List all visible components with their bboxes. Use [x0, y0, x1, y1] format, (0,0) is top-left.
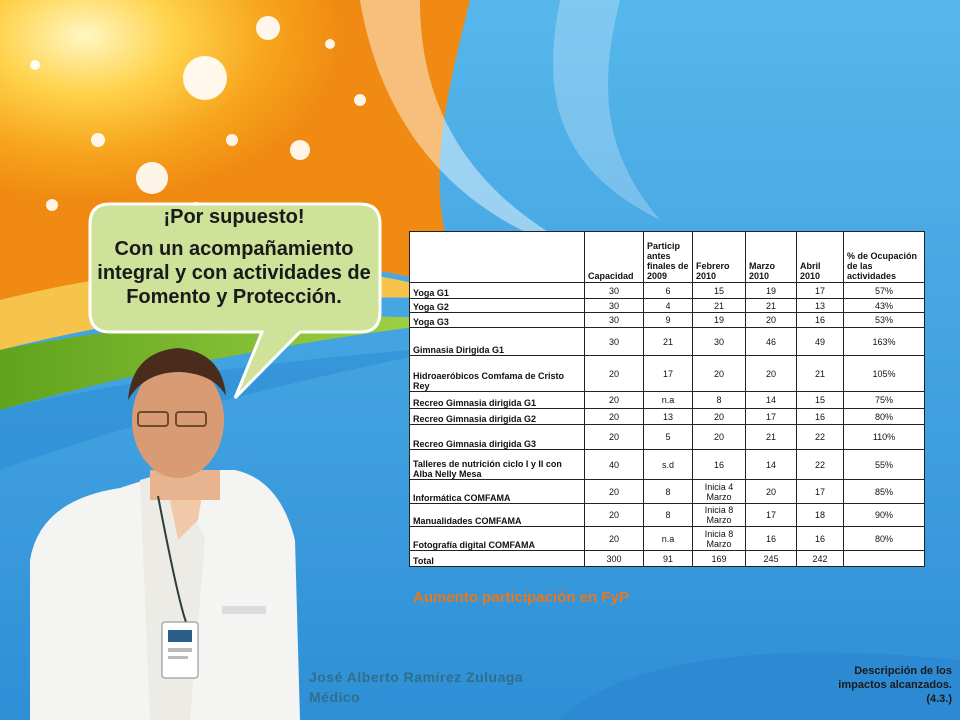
table-row	[410, 299, 925, 313]
table-cell: 30	[585, 328, 644, 356]
table-cell: 13	[644, 409, 693, 425]
table-cell: 16	[746, 527, 797, 551]
table-cell: 22	[797, 450, 844, 480]
table-cell-activity: Total	[410, 551, 585, 567]
table-cell: 80%	[844, 409, 925, 425]
table-cell: 85%	[844, 480, 925, 504]
table-cell: 20	[585, 425, 644, 450]
header-particip-2009: Particip antes finales de 2009	[644, 232, 693, 283]
table-cell: 9	[644, 313, 693, 328]
table-cell: 8	[644, 480, 693, 504]
table-cell: 17	[797, 480, 844, 504]
person-name: José Alberto Ramírez Zuluaga	[309, 669, 524, 685]
table-cell: 242	[797, 551, 844, 567]
table-cell: n.a	[644, 527, 693, 551]
table-row	[410, 313, 925, 328]
table-cell: 16	[797, 527, 844, 551]
table-cell: 15	[797, 392, 844, 409]
table-cell: 30	[693, 328, 746, 356]
table-cell: 169	[693, 551, 746, 567]
table-cell-activity: Recreo Gimnasia dirigida G3	[410, 425, 585, 450]
table-cell: 14	[746, 450, 797, 480]
table-cell: 46	[746, 328, 797, 356]
table-cell: 57%	[844, 283, 925, 299]
table-cell: 49	[797, 328, 844, 356]
total-row	[410, 551, 925, 567]
table-cell: 19	[693, 313, 746, 328]
person-role: Médico	[309, 689, 361, 705]
table-cell: 300	[585, 551, 644, 567]
table-cell: 20	[693, 425, 746, 450]
table-cell: 30	[585, 299, 644, 313]
table-cell: 105%	[844, 356, 925, 392]
table-cell: 22	[797, 425, 844, 450]
table-cell: Inicia 4 Marzo	[693, 480, 746, 504]
table-cell: 16	[797, 409, 844, 425]
speech-bubble	[96, 206, 372, 309]
table-cell-activity: Recreo Gimnasia dirigida G1	[410, 392, 585, 409]
table-cell: s.d	[644, 450, 693, 480]
table-cell: 90%	[844, 504, 925, 527]
table-cell: 4	[644, 299, 693, 313]
table-cell: 30	[585, 313, 644, 328]
table-cell: 20	[585, 356, 644, 392]
table-cell: 20	[585, 480, 644, 504]
table-cell: 6	[644, 283, 693, 299]
table-cell: 14	[746, 392, 797, 409]
speech-bubble-body: Con un acompañamiento integral y con actividades de Fomento y Protección.	[97, 238, 371, 308]
table-row	[410, 392, 925, 409]
table-cell: 40	[585, 450, 644, 480]
table-row	[410, 283, 925, 299]
table-row	[410, 409, 925, 425]
participation-table-container	[409, 231, 925, 567]
table-row	[410, 356, 925, 392]
table-cell: 21	[746, 425, 797, 450]
person-credit	[309, 667, 523, 707]
table-cell-activity: Yoga G2	[410, 299, 585, 313]
table-row	[410, 480, 925, 504]
table-cell: 15	[693, 283, 746, 299]
table-cell: 20	[746, 356, 797, 392]
table-cell: 18	[797, 504, 844, 527]
table-cell: 20	[746, 480, 797, 504]
table-row	[410, 527, 925, 551]
table-cell: 21	[644, 328, 693, 356]
table-header-row	[410, 232, 925, 283]
table-cell: 53%	[844, 313, 925, 328]
table-cell-activity: Fotografía digital COMFAMA	[410, 527, 585, 551]
table-cell	[844, 551, 925, 567]
table-cell-activity: Manualidades COMFAMA	[410, 504, 585, 527]
table-caption: Aumento participación en FyP	[413, 589, 629, 606]
speech-bubble-title: ¡Por supuesto!	[163, 206, 305, 228]
header-febrero: Febrero 2010	[693, 232, 746, 283]
header-ocupacion: % de Ocupación de las actividades	[844, 232, 925, 283]
header-capacidad: Capacidad	[585, 232, 644, 283]
table-cell: 8	[644, 504, 693, 527]
table-cell-activity: Gimnasia Dirigida G1	[410, 328, 585, 356]
table-cell-activity: Recreo Gimnasia dirigida G2	[410, 409, 585, 425]
table-cell: 21	[797, 356, 844, 392]
table-row	[410, 504, 925, 527]
table-cell: 20	[585, 504, 644, 527]
table-row	[410, 328, 925, 356]
table-cell: 91	[644, 551, 693, 567]
table-cell: 30	[585, 283, 644, 299]
table-cell: 110%	[844, 425, 925, 450]
table-cell: 17	[644, 356, 693, 392]
table-cell: 245	[746, 551, 797, 567]
table-cell: 55%	[844, 450, 925, 480]
table-cell: 5	[644, 425, 693, 450]
header-abril: Abril 2010	[797, 232, 844, 283]
table-cell-activity: Yoga G3	[410, 313, 585, 328]
table-cell: 17	[797, 283, 844, 299]
table-cell: 13	[797, 299, 844, 313]
table-cell: 21	[693, 299, 746, 313]
table-cell: 43%	[844, 299, 925, 313]
table-cell: 16	[797, 313, 844, 328]
table-body	[410, 283, 925, 567]
table-cell: 20	[585, 392, 644, 409]
table-cell-activity: Hidroaeróbicos Comfama de Cristo Rey	[410, 356, 585, 392]
table-cell-activity: Yoga G1	[410, 283, 585, 299]
slide-description: Descripción de los impactos alcanzados. (4.3.)	[838, 665, 952, 705]
table-cell: 163%	[844, 328, 925, 356]
table-cell: 20	[693, 409, 746, 425]
table-cell: 17	[746, 504, 797, 527]
table-row	[410, 450, 925, 480]
table-row	[410, 425, 925, 450]
table-cell: 8	[693, 392, 746, 409]
table-cell: 20	[585, 409, 644, 425]
table-cell: 75%	[844, 392, 925, 409]
participation-table	[409, 231, 925, 567]
table-cell: 20	[746, 313, 797, 328]
table-cell: 20	[693, 356, 746, 392]
table-cell: 80%	[844, 527, 925, 551]
table-cell-activity: Talleres de nutrición ciclo I y II con Alba Nelly Mesa	[410, 450, 585, 480]
table-cell: 16	[693, 450, 746, 480]
header-activity	[410, 232, 585, 283]
table-cell: 21	[746, 299, 797, 313]
table-cell: 19	[746, 283, 797, 299]
table-cell: 17	[746, 409, 797, 425]
header-marzo: Marzo 2010	[746, 232, 797, 283]
table-cell: n.a	[644, 392, 693, 409]
table-cell-activity: Informática COMFAMA	[410, 480, 585, 504]
table-cell: Inicia 8 Marzo	[693, 504, 746, 527]
table-cell: 20	[585, 527, 644, 551]
table-cell: Inicia 8 Marzo	[693, 527, 746, 551]
